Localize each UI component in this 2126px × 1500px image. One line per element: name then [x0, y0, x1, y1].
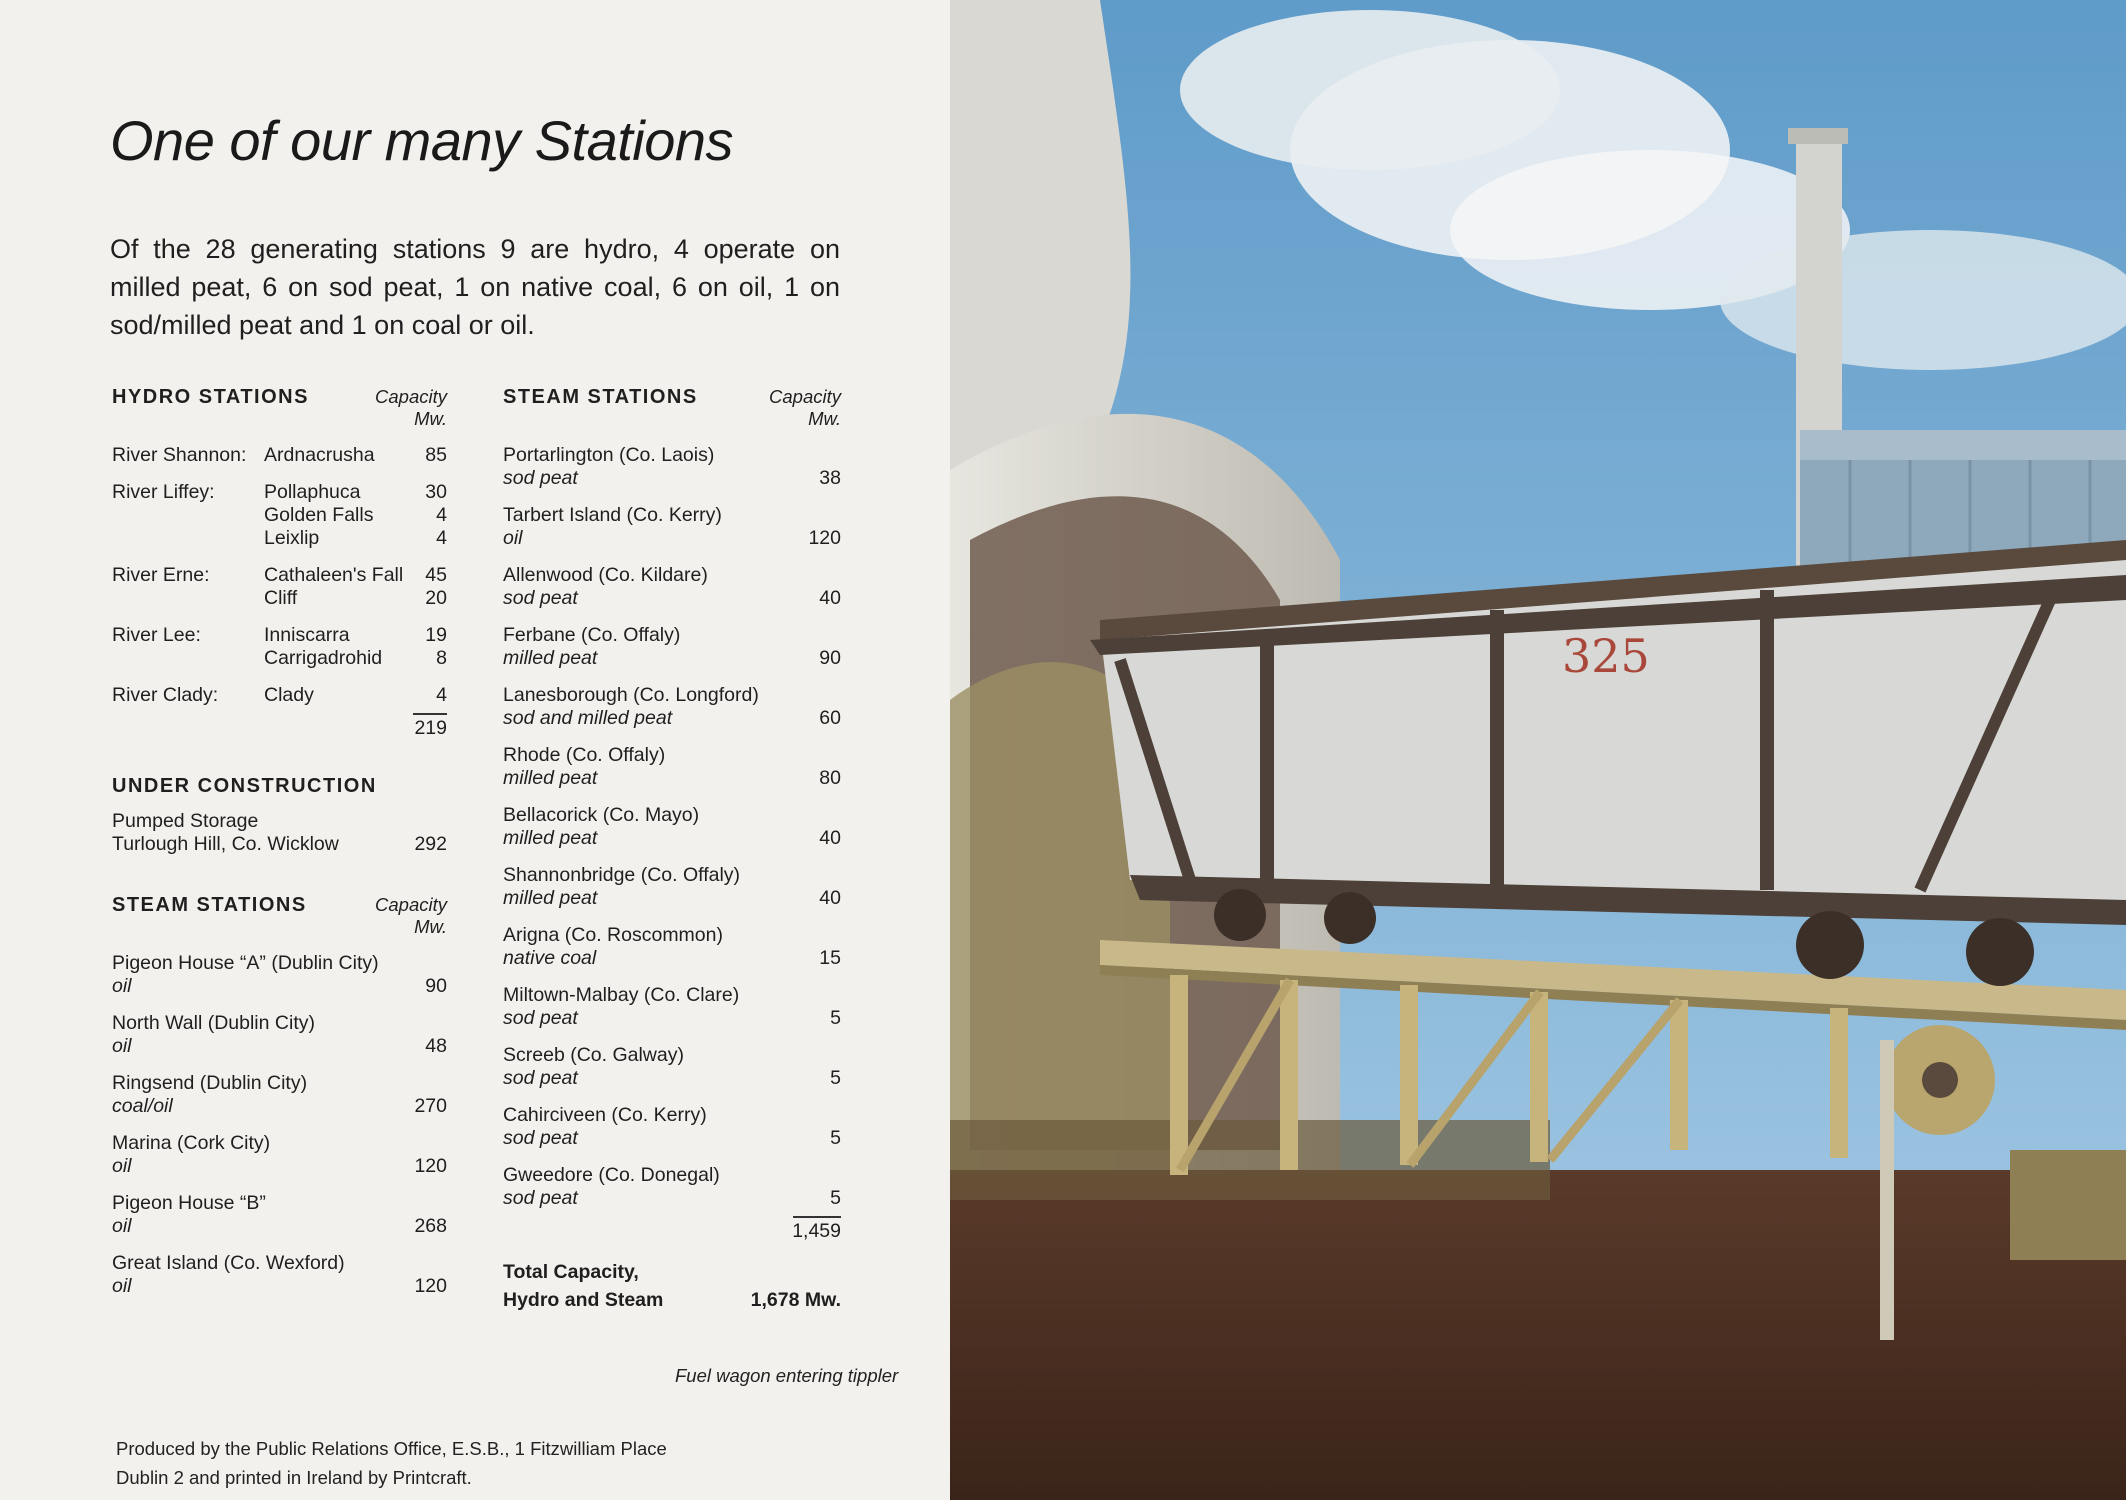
fuel-type: milled peat — [503, 647, 598, 669]
station-name: Cliff — [264, 587, 298, 609]
station-row — [112, 1252, 447, 1298]
fuel-type: oil — [112, 1155, 132, 1177]
capacity-header — [375, 386, 447, 430]
station-name: North Wall (Dublin City) — [112, 1012, 315, 1034]
unit-label: Mw. — [414, 408, 447, 429]
station-fuel-line — [112, 1035, 447, 1058]
text-page — [0, 0, 950, 1500]
capacity-value: 45 — [425, 564, 447, 586]
station-name: Carrigadrohid — [264, 647, 383, 669]
capacity-value: 20 — [425, 587, 447, 609]
print-credit — [116, 1434, 667, 1492]
capacity-header — [375, 894, 447, 938]
ground — [950, 1170, 2126, 1500]
capacity-value: 30 — [425, 481, 447, 503]
station-fuel-line — [503, 1127, 841, 1150]
capacity-value: 4 — [436, 504, 447, 526]
steam-header-right — [503, 386, 841, 430]
station-row — [503, 624, 841, 670]
river-name — [112, 587, 264, 610]
station-name: Great Island (Co. Wexford) — [112, 1252, 345, 1274]
station-fuel-line — [112, 1215, 447, 1238]
station-fuel-line — [503, 527, 841, 550]
station-name: Rhode (Co. Offaly) — [503, 744, 666, 766]
hydro-section — [112, 386, 447, 741]
station-fuel-line — [503, 587, 841, 610]
station-row — [503, 864, 841, 910]
capacity-value: 40 — [819, 587, 841, 609]
station-name: Arigna (Co. Roscommon) — [503, 924, 723, 946]
station-row — [503, 684, 841, 730]
station-fuel-line — [503, 1007, 841, 1030]
fuel-type: sod peat — [503, 1007, 578, 1029]
uc-row — [112, 833, 447, 856]
steam-section-left — [112, 894, 447, 1298]
capacity-value: 5 — [830, 1007, 841, 1029]
station-row — [112, 1012, 447, 1058]
hydro-total: 219 — [414, 717, 447, 739]
photo-caption: Fuel wagon entering tippler — [675, 1365, 899, 1386]
station-name: Ferbane (Co. Offaly) — [503, 624, 681, 646]
under-construction-section — [112, 775, 447, 856]
grand-total-label — [503, 1258, 663, 1314]
station-name: Cahirciveen (Co. Kerry) — [503, 1104, 707, 1126]
capacity-value: 120 — [414, 1275, 447, 1297]
capacity-value: 4 — [436, 684, 447, 706]
fuel-type: oil — [112, 1275, 132, 1297]
station-row — [112, 1192, 447, 1238]
hydro-row — [112, 564, 447, 587]
station-name: Screeb (Co. Galway) — [503, 1044, 684, 1066]
hydro-row — [112, 481, 447, 504]
station-row — [503, 1104, 841, 1150]
steam-list-right — [503, 444, 841, 1210]
capacity-value: 19 — [425, 624, 447, 646]
station-row — [503, 984, 841, 1030]
station-name: Leixlip — [264, 527, 320, 549]
capacity-value: 270 — [414, 1095, 447, 1117]
fuel-type: milled peat — [503, 887, 598, 909]
fuel-type: sod peat — [503, 1067, 578, 1089]
credit-line1: Produced by the Public Relations Office, E.S.B., 1 Fitzwilliam Place — [116, 1438, 667, 1459]
steam-section-right — [503, 386, 841, 1244]
hydro-row — [112, 504, 447, 527]
page-title: One of our many Stations — [110, 109, 734, 172]
capacity-value: 120 — [808, 527, 841, 549]
steam-total: 1,459 — [792, 1220, 841, 1242]
capacity-value: 4 — [436, 527, 447, 549]
station-fuel-line — [503, 887, 841, 910]
hydro-row — [112, 527, 447, 550]
fuel-type: milled peat — [503, 767, 598, 789]
credit-line2: Dublin 2 and printed in Ireland by Printcraft. — [116, 1467, 472, 1488]
hydro-row — [112, 624, 447, 647]
steam-header-left — [112, 894, 447, 938]
station-name: Golden Falls — [264, 504, 374, 526]
hydro-list — [112, 444, 447, 707]
station-row — [503, 924, 841, 970]
capacity-value: 8 — [436, 647, 447, 669]
station-name: Ringsend (Dublin City) — [112, 1072, 308, 1094]
station-fuel-line — [503, 767, 841, 790]
capacity-value: 5 — [830, 1067, 841, 1089]
hydro-row — [112, 684, 447, 707]
station-name: Pollaphuca — [264, 481, 361, 503]
steam-list-left — [112, 952, 447, 1298]
uc-line2: Turlough Hill, Co. Wicklow — [112, 833, 339, 855]
station-name: Clady — [264, 684, 314, 706]
capacity-label: Capacity — [375, 894, 447, 915]
capacity-value: 38 — [819, 467, 841, 489]
river-name: River Lee: — [112, 624, 201, 646]
fuel-wagon-photo — [950, 0, 2126, 1500]
station-row — [112, 1132, 447, 1178]
river-name: River Clady: — [112, 684, 219, 706]
station-name: Cathaleen's Fall — [264, 564, 404, 586]
unit-label: Mw. — [808, 408, 841, 429]
station-name: Marina (Cork City) — [112, 1132, 271, 1154]
hydro-row — [112, 647, 447, 670]
fuel-type: sod and milled peat — [503, 707, 673, 729]
capacity-value: 90 — [425, 975, 447, 997]
fuel-type: sod peat — [503, 1187, 578, 1209]
station-name: Gweedore (Co. Donegal) — [503, 1164, 720, 1186]
fuel-type: oil — [112, 1035, 132, 1057]
grand-total-line1: Total Capacity, — [503, 1261, 639, 1283]
fuel-type: oil — [112, 975, 132, 997]
station-name: Portarlington (Co. Laois) — [503, 444, 715, 466]
station-name: Bellacorick (Co. Mayo) — [503, 804, 700, 826]
station-fuel-line — [503, 647, 841, 670]
fuel-type: milled peat — [503, 827, 598, 849]
capacity-value: 5 — [830, 1127, 841, 1149]
river-name — [112, 647, 264, 670]
river-name: River Erne: — [112, 564, 210, 586]
chimney-cap — [1788, 128, 1848, 144]
station-fuel-line — [112, 1275, 447, 1298]
right-column — [503, 386, 841, 1314]
station-row — [503, 444, 841, 490]
fuel-type: sod peat — [503, 1127, 578, 1149]
fuel-type: oil — [112, 1215, 132, 1237]
hydro-row — [112, 587, 447, 610]
capacity-value: 48 — [425, 1035, 447, 1057]
station-name: Allenwood (Co. Kildare) — [503, 564, 708, 586]
station-fuel-line — [112, 1095, 447, 1118]
capacity-value: 40 — [819, 887, 841, 909]
hydro-row — [112, 444, 447, 467]
station-fuel-line — [112, 975, 447, 998]
station-fuel-line — [112, 1155, 447, 1178]
station-fuel-line — [503, 947, 841, 970]
station-row — [112, 1072, 447, 1118]
fuel-type: native coal — [503, 947, 597, 969]
capacity-value: 60 — [819, 707, 841, 729]
intro-paragraph: Of the 28 generating stations 9 are hydro, 4 operate on milled peat, 6 on sod peat, 1 on native coal, 6 on oil, 1 on sod/milled peat and 1 on coal or oil. — [110, 234, 840, 340]
hydro-heading: HYDRO STATIONS — [112, 386, 309, 408]
station-row — [112, 952, 447, 998]
wagon-number: 325 — [1562, 629, 1650, 683]
under-construction-heading: UNDER CONSTRUCTION — [112, 775, 377, 797]
station-name: Inniscarra — [264, 624, 350, 646]
station-name: Lanesborough (Co. Longford) — [503, 684, 759, 706]
station-name: Miltown-Malbay (Co. Clare) — [503, 984, 740, 1006]
capacity-label: Capacity — [375, 386, 447, 407]
station-fuel-line — [503, 707, 841, 730]
hydro-header — [112, 386, 447, 430]
uc-value: 292 — [414, 833, 447, 855]
capacity-value: 85 — [425, 444, 447, 466]
grand-total-line2: Hydro and Steam — [503, 1289, 664, 1311]
tippler-base — [950, 1120, 1550, 1200]
station-fuel-line — [503, 1187, 841, 1210]
station-fuel-line — [503, 467, 841, 490]
fuel-type: coal/oil — [112, 1095, 173, 1117]
capacity-header — [769, 386, 841, 430]
station-fuel-line — [503, 1067, 841, 1090]
station-name: Ardnacrusha — [264, 444, 375, 466]
station-name: Tarbert Island (Co. Kerry) — [503, 504, 722, 526]
grand-total — [503, 1258, 841, 1314]
unit-label: Mw. — [414, 916, 447, 937]
station-row — [503, 804, 841, 850]
river-name: River Shannon: — [112, 444, 247, 466]
uc-line1: Pumped Storage — [112, 810, 259, 832]
station-name: Pigeon House “A” (Dublin City) — [112, 952, 379, 974]
fuel-type: sod peat — [503, 587, 578, 609]
river-name — [112, 527, 264, 550]
capacity-value: 40 — [819, 827, 841, 849]
left-column — [112, 386, 447, 1298]
station-row — [503, 744, 841, 790]
steam-heading-right: STEAM STATIONS — [503, 386, 698, 408]
fuel-type: sod peat — [503, 467, 578, 489]
station-row — [503, 1164, 841, 1210]
steam-heading-left: STEAM STATIONS — [112, 894, 307, 916]
capacity-value: 90 — [819, 647, 841, 669]
river-name: River Liffey: — [112, 481, 215, 503]
station-row — [503, 564, 841, 610]
capacity-value: 268 — [414, 1215, 447, 1237]
grand-total-value: 1,678 Mw. — [750, 1289, 841, 1311]
station-row — [503, 1044, 841, 1090]
station-name: Shannonbridge (Co. Offaly) — [503, 864, 741, 886]
capacity-value: 80 — [819, 767, 841, 789]
capacity-value: 15 — [819, 947, 841, 969]
station-fuel-line — [503, 827, 841, 850]
capacity-value: 5 — [830, 1187, 841, 1209]
river-name — [112, 504, 264, 527]
station-row — [503, 504, 841, 550]
station-name: Pigeon House “B” — [112, 1192, 266, 1214]
fuel-type: oil — [503, 527, 523, 549]
capacity-value: 120 — [414, 1155, 447, 1177]
capacity-label: Capacity — [769, 386, 841, 407]
